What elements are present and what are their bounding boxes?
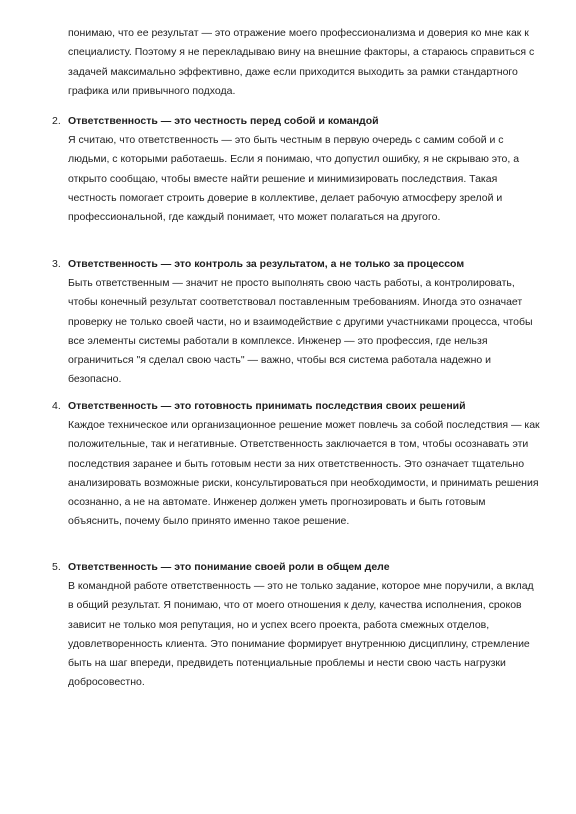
- list-item-number: 3.: [52, 258, 61, 270]
- list-item: [52, 397, 540, 532]
- list-item-heading: [52, 255, 540, 274]
- list-item-heading: [52, 397, 540, 416]
- list-item-body: Быть ответственным — значит не просто выполнять свою часть работы, а контролировать, чтобы конечный результат соответствовал поставленным требованиям. Иногда это означает проверку не только своей части, но и взаимодействие с другими участниками процесса, чтобы все элементы системы работали в комплексе. Инженер — это профессия, где нельзя ограничиться "я сделал свою часть" — важно, чтобы вся система работала надежно и безопасно.: [68, 277, 533, 386]
- list-item: [52, 255, 540, 390]
- list-item-body: Я считаю, что ответственность — это быть честным в первую очередь с самим собой и с людьми, с которыми работаешь. Если я понимаю, что допустил ошибку, я не скрываю это, а открыто сообщаю, чтобы вместе найти решение и минимизировать последствия. Такая честность помогает строить доверие в коллективе, делает рабочую атмосферу зрелой и профессиональной, где каждый понимает, что может полагаться на другого.: [68, 134, 520, 224]
- list-item-title: Ответственность — это понимание своей роли в общем деле: [68, 561, 390, 573]
- list-item-heading: [52, 112, 540, 131]
- list-item-heading: [52, 558, 540, 577]
- list-item-number: 4.: [52, 400, 61, 412]
- list-item-title: Ответственность — это контроль за результатом, а не только за процессом: [68, 258, 465, 270]
- list-item: [52, 112, 540, 227]
- list-item-number: 2.: [52, 115, 61, 127]
- list-item-number: 5.: [52, 561, 61, 573]
- intro-paragraph: понимаю, что ее результат — это отражение моего профессионализма и доверия ко мне как к специалисту. Поэтому я не перекладываю вину на внешние факторы, а стараюсь справиться с задачей максимально эффективно, даже если приходится выходить за рамки стандартного графика или привычного подхода.: [68, 27, 535, 97]
- list-item-body: Каждое техническое или организационное решение может повлечь за собой последствия — как положительные, так и негативные. Ответственность заключается в том, чтобы осознавать эти последствия заранее и быть готовым нести за них ответственность. Это означает тщательно анализировать возможные риски, консультироваться при необходимости, и принимать решения осознанно, а не на автомате. Инженер должен уметь прогнозировать и быть готовым объяснить, почему было принято именно такое решение.: [68, 419, 540, 528]
- list-item-title: Ответственность — это честность перед собой и командой: [68, 115, 379, 127]
- list-item: [52, 558, 540, 693]
- list-item-body: В командной работе ответственность — это не только задание, которое мне поручили, а вклад в общий результат. Я понимаю, что от моего отношения к делу, качества исполнения, сроков зависит не только моя репутация, но и успех всего проекта, работа смежных отделов, удовлетворенность клиента. Это понимание формирует внутреннюю дисциплину, стремление быть на шаг впереди, предвидеть потенциальные проблемы и нести свою часть нагрузки добросовестно.: [68, 580, 534, 689]
- list-item-title: Ответственность — это готовность принимать последствия своих решений: [68, 400, 466, 412]
